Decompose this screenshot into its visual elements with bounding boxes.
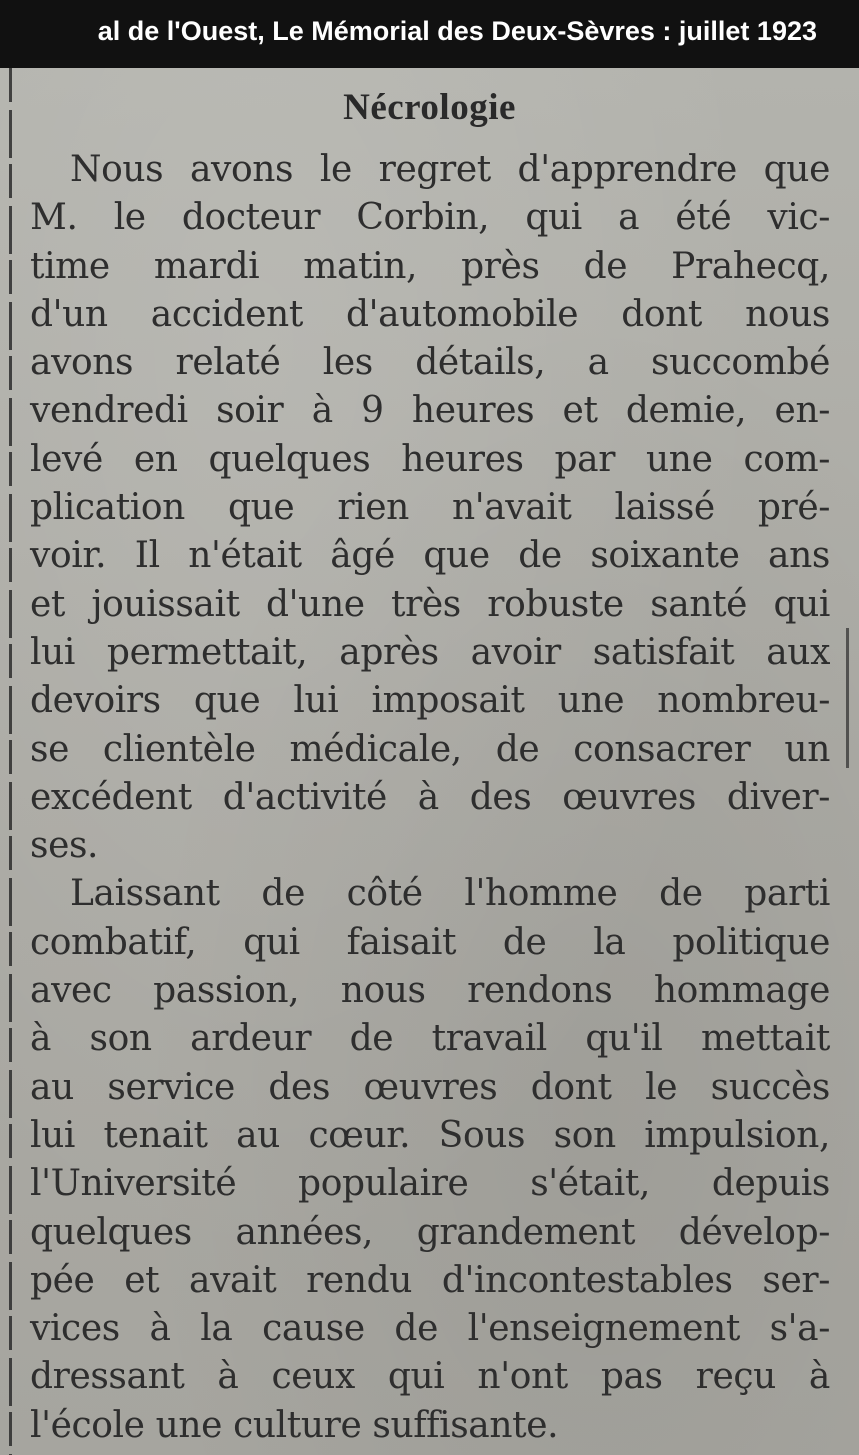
text-line: combatif, qui faisait de la politique bbox=[30, 921, 830, 963]
text-line: lui permettait, après avoir satisfait aux bbox=[30, 631, 830, 673]
text-line: levé en quelques heures par une com- bbox=[30, 438, 830, 480]
text-line: se clientèle médicale, de consacrer un bbox=[30, 728, 830, 770]
text-line: time mardi matin, près de Prahecq, bbox=[30, 245, 830, 287]
article-body bbox=[30, 146, 830, 1450]
text-line: et jouissait d'une très robuste santé qui bbox=[30, 583, 830, 625]
text-line: à son ardeur de travail qu'il mettait bbox=[30, 1018, 830, 1060]
text-line: vendredi soir à 9 heures et demie, en- bbox=[30, 390, 830, 432]
column-rule-left bbox=[9, 68, 12, 1455]
text-line: voir. Il n'était âgé que de soixante ans bbox=[30, 535, 830, 577]
column-rule-right bbox=[846, 628, 849, 768]
page-header-bar bbox=[0, 0, 859, 68]
text-line: quelques années, grandement dévelop- bbox=[30, 1211, 830, 1253]
text-line: ses. bbox=[30, 825, 99, 867]
text-line: M. le docteur Corbin, qui a été vic- bbox=[30, 197, 830, 239]
text-line: pée et avait rendu d'incontestables ser- bbox=[30, 1259, 830, 1301]
text-line: devoirs que lui imposait une nombreu- bbox=[30, 680, 830, 722]
newspaper-clipping bbox=[0, 68, 859, 1455]
document-title: al de l'Ouest, Le Mémorial des Deux-Sèvres : juillet 1923 bbox=[97, 16, 817, 46]
text-line: avec passion, nous rendons hommage bbox=[30, 970, 830, 1012]
text-line: Laissant de côté l'homme de parti bbox=[70, 873, 830, 915]
text-line: l'Université populaire s'était, depuis bbox=[30, 1163, 830, 1205]
text-line: Nous avons le regret d'apprendre que bbox=[70, 149, 830, 190]
text-line: avons relaté les détails, a succombé bbox=[30, 342, 830, 384]
text-line: au service des œuvres dont le succès bbox=[30, 1066, 830, 1108]
text-line: lui tenait au cœur. Sous son impulsion, bbox=[30, 1114, 830, 1156]
article-title: Nécrologie bbox=[343, 87, 516, 128]
text-line: l'école une culture suffisante. bbox=[30, 1404, 559, 1446]
text-line: excédent d'activité à des œuvres diver- bbox=[30, 776, 830, 818]
text-line: plication que rien n'avait laissé pré- bbox=[30, 487, 830, 529]
text-line: vices à la cause de l'enseignement s'a- bbox=[30, 1308, 830, 1350]
text-line: d'un accident d'automobile dont nous bbox=[30, 293, 830, 335]
text-line: dressant à ceux qui n'ont pas reçu à bbox=[30, 1356, 830, 1398]
